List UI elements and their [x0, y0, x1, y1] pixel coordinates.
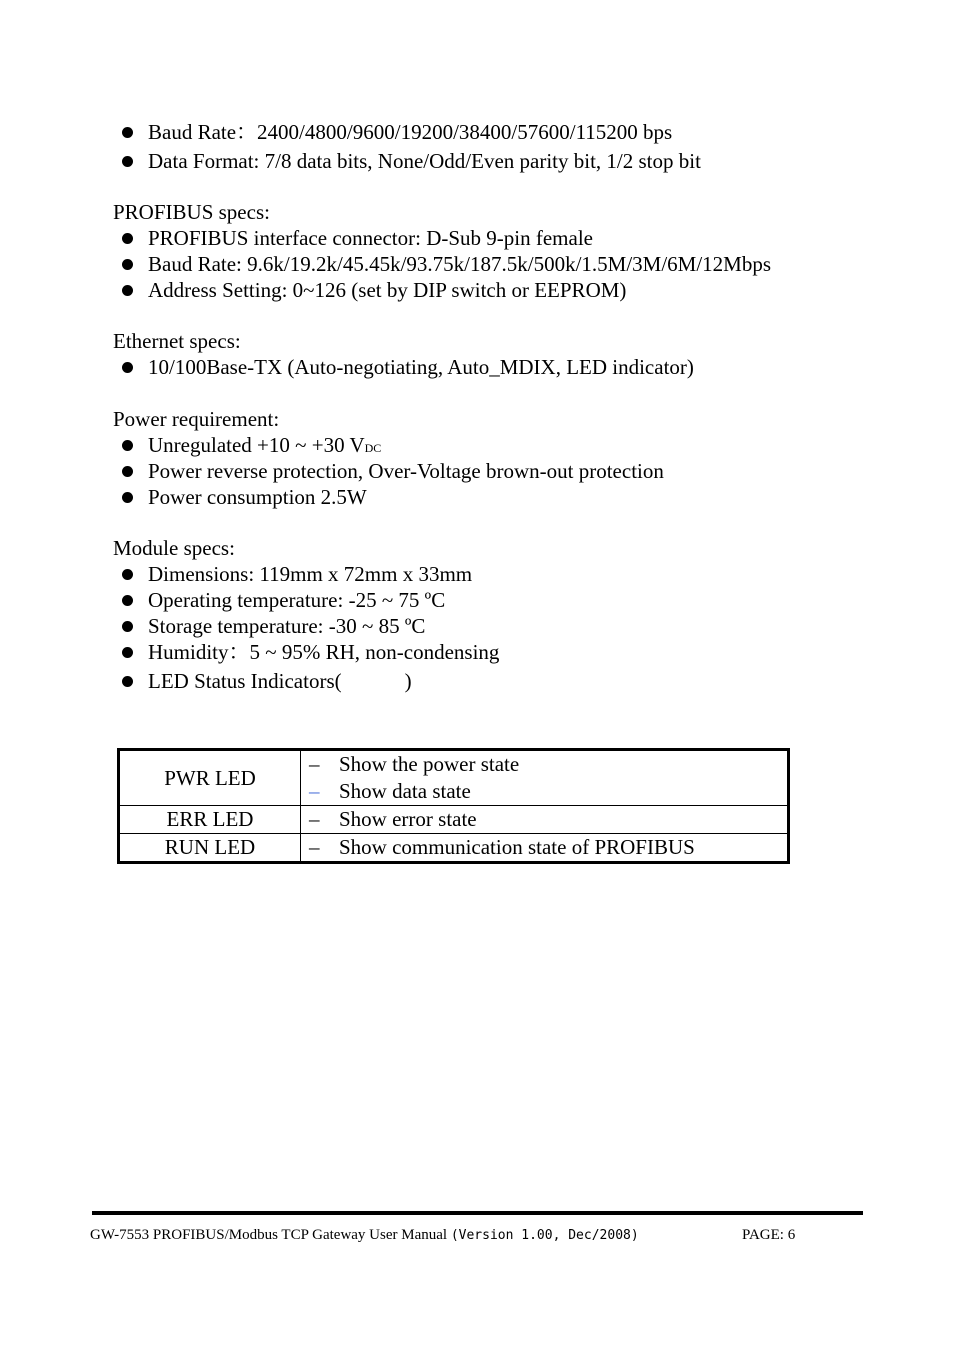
profibus-item: Baud Rate: 9.6k/19.2k/45.45k/93.75k/187.5k/500k/1.5M/3M/6M/12Mbps: [148, 252, 772, 276]
led-description: Show error state: [339, 807, 477, 831]
dash-icon: –: [309, 835, 320, 859]
ethernet-item: 10/100Base-TX (Auto-negotiating, Auto_MDIX, LED indicator): [148, 355, 694, 379]
bullet-icon: [122, 492, 133, 503]
profibus-item: Address Setting: 0~126 (set by DIP switch or EEPROM): [148, 278, 627, 302]
dash-icon: –: [309, 752, 320, 776]
power-item-unregulated: [148, 433, 381, 460]
bullet-icon: [122, 156, 133, 167]
led-description: Show the power state: [339, 752, 520, 776]
led-description-cell: [301, 750, 789, 806]
bullet-icon: [122, 285, 133, 296]
dash-icon: –: [309, 807, 320, 831]
bullet-icon: [122, 595, 133, 606]
bullet-icon: [122, 466, 133, 477]
led-description-cell: [301, 806, 789, 834]
bullet-icon: [122, 569, 133, 580]
bullet-icon: [122, 647, 133, 658]
bullet-icon: [122, 259, 133, 270]
spec-item-data-format: Data Format: 7/8 data bits, None/Odd/Even parity bit, 1/2 stop bit: [148, 149, 701, 173]
led-description: Show data state: [339, 779, 471, 803]
footer-manual-title: [90, 1227, 639, 1244]
section-heading-power: Power requirement:: [113, 407, 280, 431]
section-heading-profibus: PROFIBUS specs:: [113, 200, 270, 224]
led-description: Show communication state of PROFIBUS: [339, 835, 695, 859]
module-item: Humidity：5 ~ 95% RH, non-condensing: [148, 640, 500, 664]
power-item: Power reverse protection, Over-Voltage brown-out protection: [148, 459, 664, 483]
table-row: [119, 834, 789, 863]
footer-version: (Version 1.00, Dec/2008): [450, 1228, 639, 1243]
module-item: Dimensions: 119mm x 72mm x 33mm: [148, 562, 473, 586]
led-name-cell: PWR LED: [119, 750, 301, 806]
power-item: Power consumption 2.5W: [148, 485, 367, 509]
module-item: Operating temperature: -25 ~ 75 ºC: [148, 588, 446, 612]
footer-divider: [92, 1211, 863, 1215]
bullet-icon: [122, 440, 133, 451]
power-unregulated-text: Unregulated +10 ~ +30 V: [148, 433, 365, 457]
module-item: Storage temperature: -30 ~ 85 ºC: [148, 614, 426, 638]
led-status-table: [117, 748, 790, 864]
profibus-item: PROFIBUS interface connector: D-Sub 9-pin female: [148, 226, 593, 250]
bullet-icon: [122, 127, 133, 138]
footer-title-text: GW-7553 PROFIBUS/Modbus TCP Gateway User Manual: [90, 1227, 448, 1243]
table-row: [119, 806, 789, 834]
spec-item-baud-rate: Baud Rate：2400/4800/9600/19200/38400/57600/115200 bps: [148, 120, 673, 144]
led-name-cell: ERR LED: [119, 806, 301, 834]
table-row: [119, 750, 789, 806]
section-heading-module: Module specs:: [113, 536, 235, 560]
module-item-led-status: LED Status Indicators( ): [148, 669, 412, 693]
footer-page-number: PAGE: 6: [742, 1227, 796, 1243]
dash-icon: –: [309, 779, 320, 803]
bullet-icon: [122, 362, 133, 373]
bullet-icon: [122, 233, 133, 244]
section-heading-ethernet: Ethernet specs:: [113, 329, 241, 353]
led-name-cell: RUN LED: [119, 834, 301, 863]
bullet-icon: [122, 621, 133, 632]
bullet-icon: [122, 676, 133, 687]
power-unregulated-subscript: DC: [364, 441, 382, 455]
led-description-cell: [301, 834, 789, 863]
